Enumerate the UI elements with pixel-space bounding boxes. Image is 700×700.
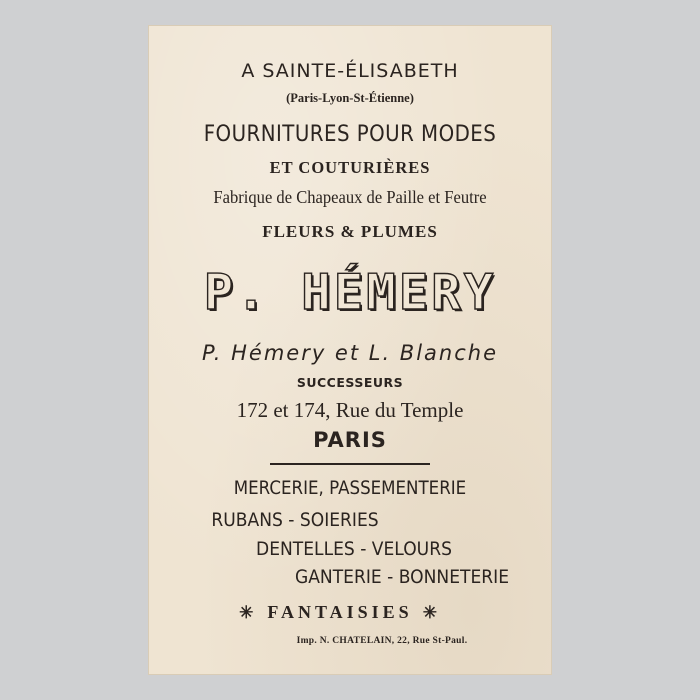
asterisk-ornament-icon: ✳ bbox=[239, 603, 258, 622]
hat-factory-line: Fabrique de Chapeaux de Paille et Feutre bbox=[213, 187, 487, 207]
fancy-goods-label: FANTAISIES bbox=[267, 602, 413, 622]
city-name: PARIS bbox=[313, 428, 387, 452]
dressmakers-line: ET COUTURIÈRES bbox=[269, 158, 431, 177]
printer-credit: Imp. N. CHATELAIN, 22, Rue St-Paul. bbox=[296, 636, 468, 646]
divider-rule bbox=[270, 463, 430, 465]
goods-line-1: MERCERIE, PASSEMENTERIE bbox=[233, 478, 467, 499]
locations-line: (Paris-Lyon-St-Étienne) bbox=[286, 91, 414, 105]
supplies-heading: FOURNITURES POUR MODES bbox=[203, 122, 497, 147]
goods-line-3: DENTELLES - VELOURS bbox=[256, 538, 452, 560]
asterisk-ornament-icon: ✳ bbox=[422, 603, 441, 622]
flowers-feathers-line: FLEURS & PLUMES bbox=[262, 222, 438, 241]
goods-line-2: RUBANS - SOIERIES bbox=[211, 509, 379, 531]
goods-line-4: GANTERIE - BONNETERIE bbox=[294, 566, 510, 588]
proprietor-name: P. HÉMERY bbox=[203, 264, 497, 321]
shop-name-line: A SAINTE-ÉLISABETH bbox=[241, 60, 459, 82]
successors-label: SUCCESSEURS bbox=[296, 375, 404, 390]
fancy-goods-line bbox=[148, 603, 542, 621]
street-address: 172 et 174, Rue du Temple bbox=[236, 398, 464, 422]
partners-line: P. Hémery et L. Blanche bbox=[201, 341, 499, 365]
trade-card bbox=[148, 25, 552, 675]
